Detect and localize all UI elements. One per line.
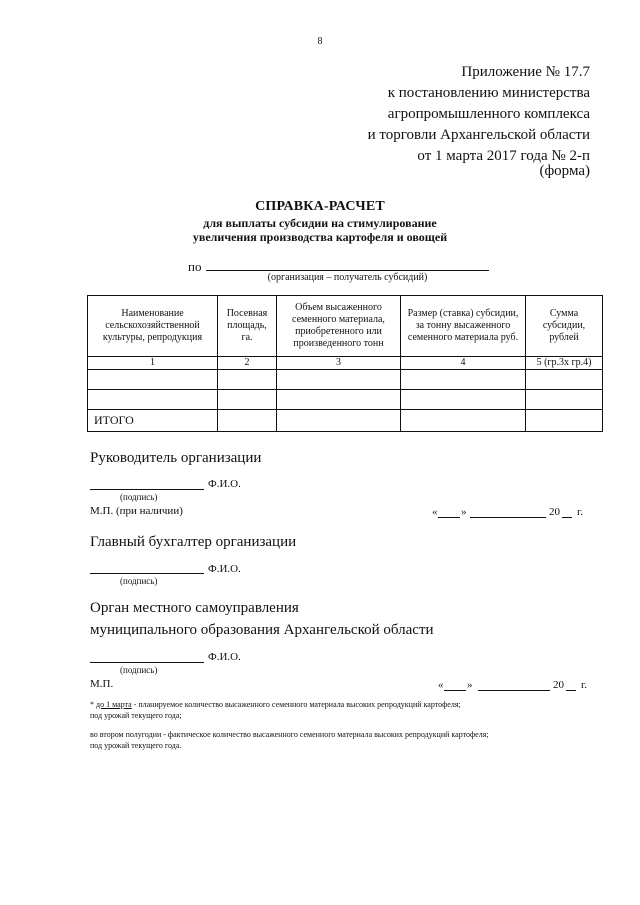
table-cell[interactable] xyxy=(526,370,603,390)
municipal-sign-caption: (подпись) xyxy=(120,665,158,675)
municipal-fio: Ф.И.О. xyxy=(208,651,241,663)
head-sign-caption: (подпись) xyxy=(120,492,158,502)
date-month-field[interactable] xyxy=(470,517,546,518)
table-row xyxy=(88,390,603,410)
organization-field[interactable] xyxy=(206,270,489,271)
table-header-cell: Объем высаженного семенного материала, приобретенного или произведенного тонн xyxy=(277,296,401,357)
column-number: 2 xyxy=(218,357,277,370)
municipal-date xyxy=(438,679,593,693)
table-header-cell: Посевная площадь, га. xyxy=(218,296,277,357)
appendix-header xyxy=(368,62,590,167)
footnote-2-line-1: во втором полугодии - фактическое количество высаженного семенного материала высоких репродукций картофеля; xyxy=(90,730,489,739)
footnote-2-line-2: под урожай текущего года. xyxy=(90,741,182,750)
head-date xyxy=(432,506,587,520)
table-header-row xyxy=(88,296,603,357)
municipal-title-1: Орган местного самоуправления xyxy=(90,600,299,616)
date-open-quote: « xyxy=(438,679,444,691)
table-header-cell: Размер (ставка) субсидии, за тонну высаженного семенного материала руб. xyxy=(401,296,526,357)
title-line-3: увеличения производства картофеля и овощей xyxy=(192,230,448,244)
document-title xyxy=(0,198,640,244)
date-year-field[interactable] xyxy=(562,517,572,518)
subsidy-table xyxy=(87,295,603,432)
appendix-line-5: от 1 марта 2017 года № 2-п xyxy=(417,148,590,164)
organization-caption: (организация – получатель субсидий) xyxy=(267,272,428,283)
date-year-prefix: 20 xyxy=(549,506,560,518)
po-label: по xyxy=(188,259,202,274)
table-cell[interactable] xyxy=(88,370,218,390)
table-cell[interactable] xyxy=(277,390,401,410)
footnote-1-text: - планируемое количество высаженного семенного материала высоких репродукций картофеля; xyxy=(131,700,461,709)
municipal-signature-field[interactable] xyxy=(90,662,204,663)
title-line-2: для выплаты субсидии на стимулирование xyxy=(203,216,437,230)
date-close-quote: » xyxy=(461,506,467,518)
table-total-row xyxy=(88,410,603,432)
date-day-field[interactable] xyxy=(438,517,460,518)
date-month-field[interactable] xyxy=(478,690,550,691)
table-header-cell: Сумма субсидии, рублей xyxy=(526,296,603,357)
table-cell[interactable] xyxy=(277,370,401,390)
municipal-title-2: муниципального образования Архангельской области xyxy=(90,622,434,638)
total-label: ИТОГО xyxy=(88,410,218,432)
appendix-line-4: и торговли Архангельской области xyxy=(367,127,590,143)
table-number-row xyxy=(88,357,603,370)
accountant-sign-caption: (подпись) xyxy=(120,576,158,586)
footnote-star: * xyxy=(90,700,94,709)
table-cell[interactable] xyxy=(526,390,603,410)
table-cell[interactable] xyxy=(277,410,401,432)
municipal-mp: М.П. xyxy=(90,678,114,690)
date-open-quote: « xyxy=(432,506,438,518)
date-g: г. xyxy=(581,679,588,691)
accountant-title: Главный бухгалтер организации xyxy=(90,534,297,550)
footnote-1-line-2: под урожай текущего года; xyxy=(90,711,182,720)
column-number: 4 xyxy=(401,357,526,370)
table-cell[interactable] xyxy=(401,370,526,390)
appendix-line-1: Приложение № 17.7 xyxy=(461,64,590,80)
column-number: 1 xyxy=(88,357,218,370)
head-fio: Ф.И.О. xyxy=(208,478,241,490)
date-year-field[interactable] xyxy=(566,690,576,691)
date-close-quote: » xyxy=(467,679,473,691)
appendix-line-2: к постановлению министерства xyxy=(387,85,590,101)
appendix-line-3: агропромышленного комплекса xyxy=(387,106,590,122)
date-year-prefix: 20 xyxy=(553,679,564,691)
head-mp: М.П. (при наличии) xyxy=(90,505,183,517)
accountant-signature-field[interactable] xyxy=(90,573,204,574)
table-cell[interactable] xyxy=(401,390,526,410)
date-g: г. xyxy=(577,506,584,518)
accountant-fio: Ф.И.О. xyxy=(208,563,241,575)
title-main: СПРАВКА-РАСЧЕТ xyxy=(255,199,385,214)
table-cell[interactable] xyxy=(401,410,526,432)
column-number: 5 (гр.3х гр.4) xyxy=(526,357,603,370)
footnote-1 xyxy=(90,700,610,710)
table-cell[interactable] xyxy=(218,390,277,410)
head-signature-field[interactable] xyxy=(90,489,204,490)
table-header-cell: Наименование сельскохозяйственной культуры, репродукция xyxy=(88,296,218,357)
page-number: 8 xyxy=(317,36,323,47)
table-cell[interactable] xyxy=(218,370,277,390)
column-number: 3 xyxy=(277,357,401,370)
table-row xyxy=(88,370,603,390)
date-day-field[interactable] xyxy=(444,690,466,691)
head-title: Руководитель организации xyxy=(90,450,262,466)
form-label: (форма) xyxy=(539,163,590,179)
table-cell[interactable] xyxy=(526,410,603,432)
table-cell[interactable] xyxy=(88,390,218,410)
footnote-1-underlined: до 1 марта xyxy=(96,700,132,709)
table-cell[interactable] xyxy=(218,410,277,432)
